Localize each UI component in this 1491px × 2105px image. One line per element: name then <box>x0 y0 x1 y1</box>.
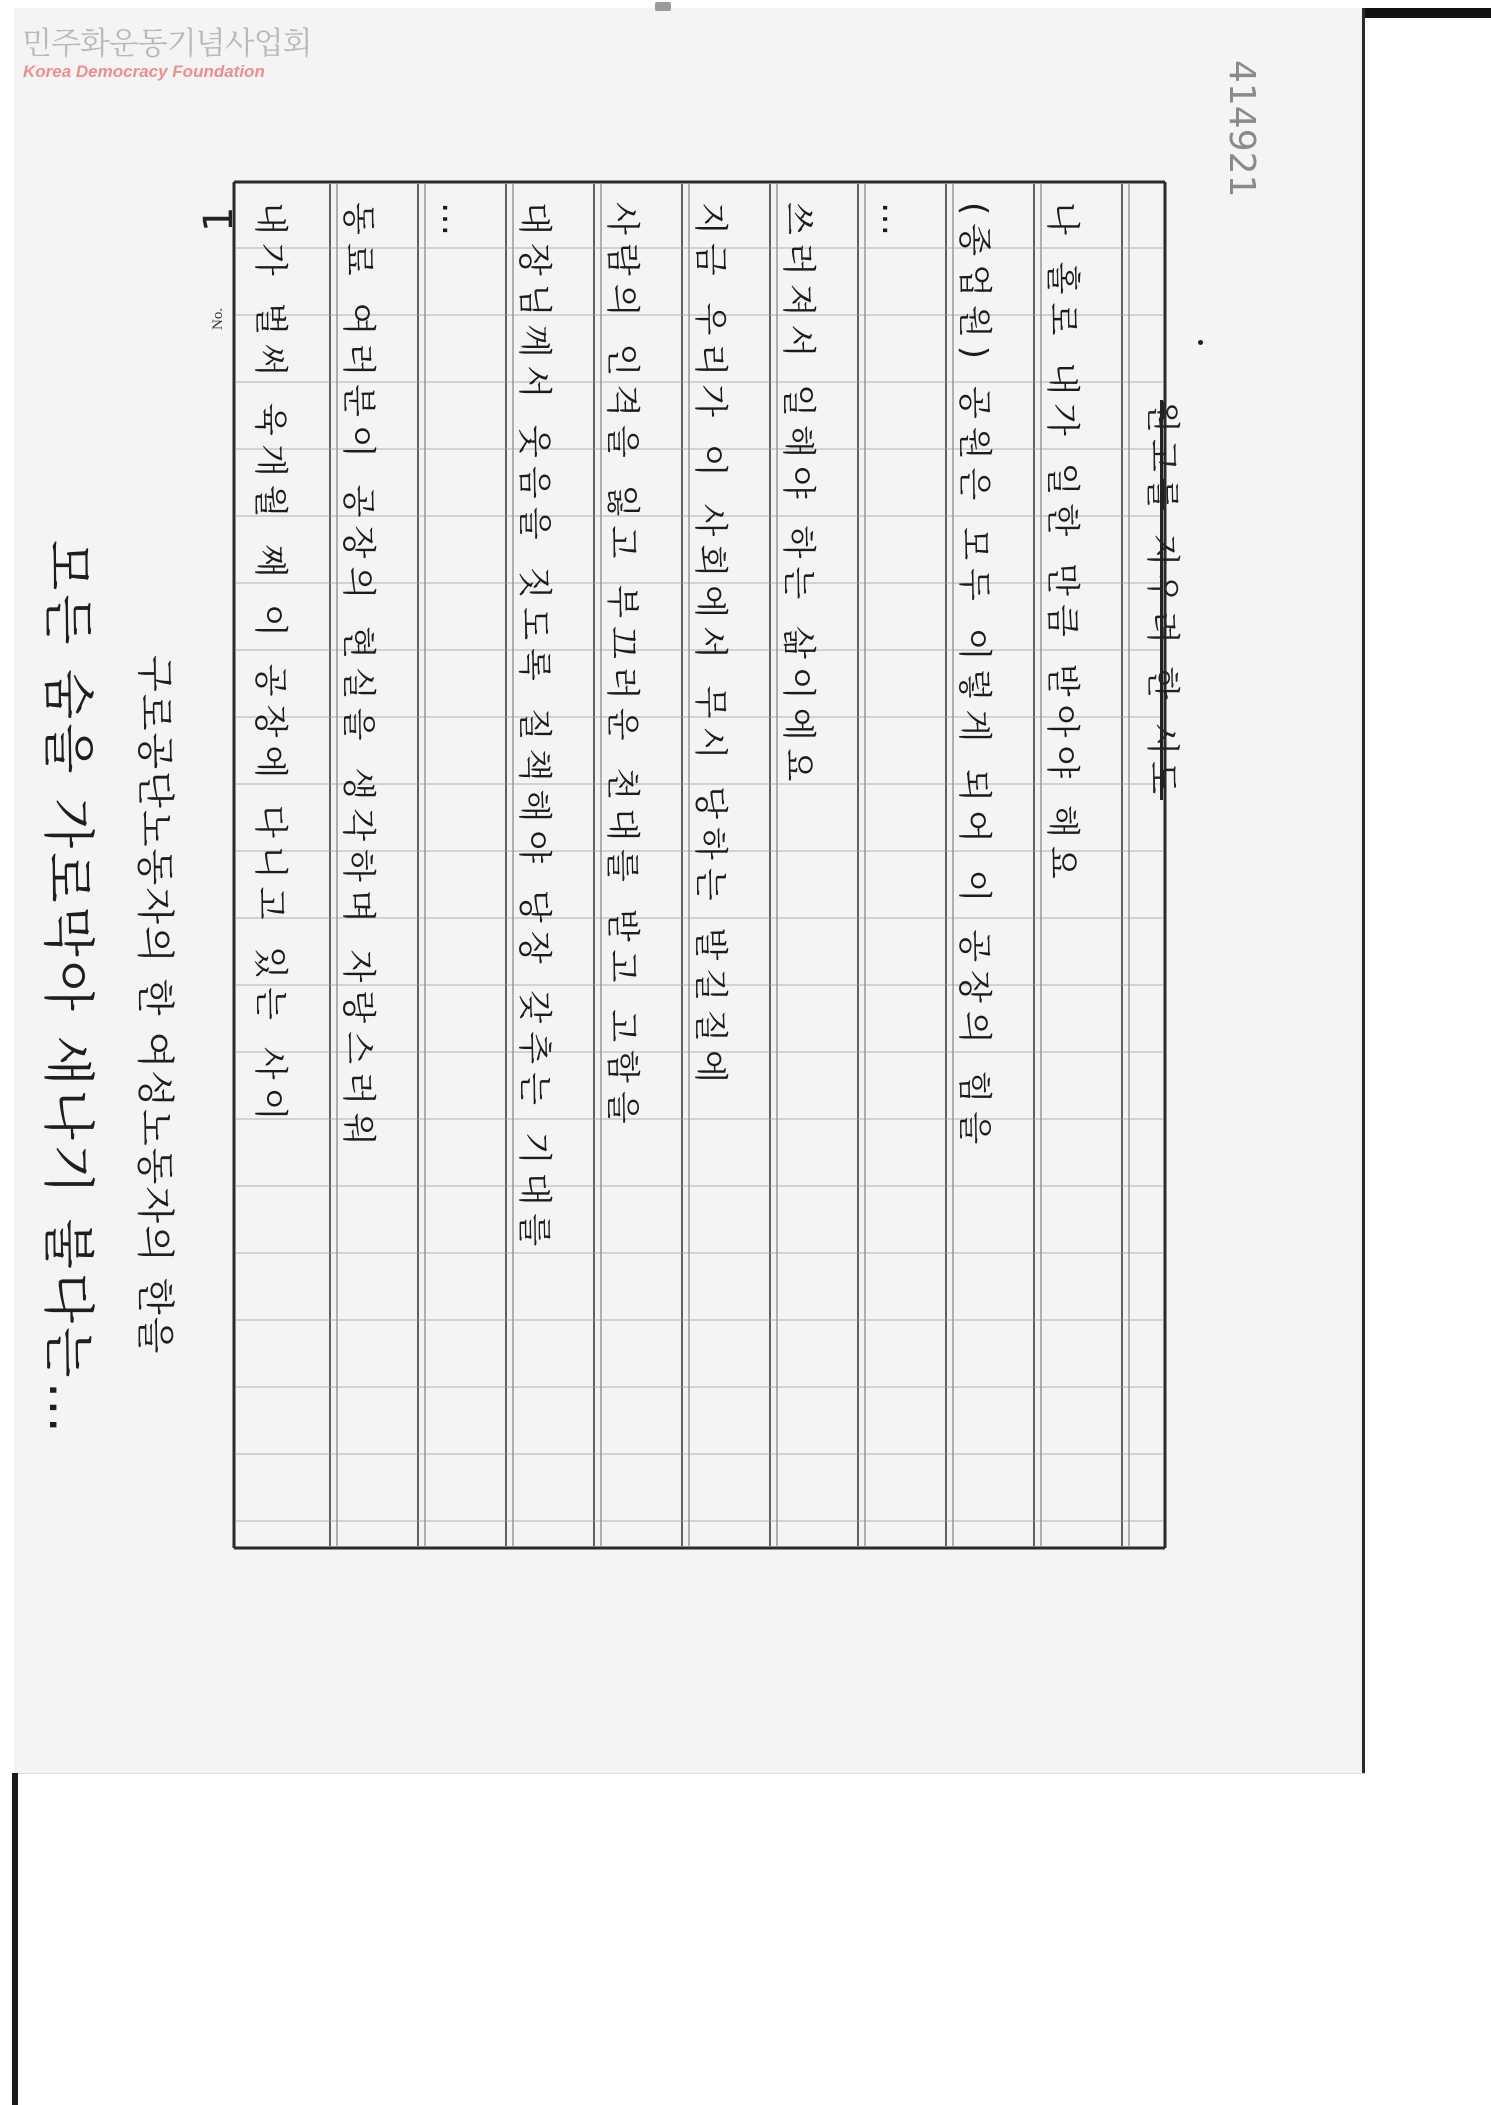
page-number-label: No. <box>210 307 226 330</box>
manuscript-column <box>250 202 310 1542</box>
manuscript-column <box>954 202 1014 1542</box>
manuscript-column-text: … <box>434 202 474 244</box>
scan-edge-bar <box>1362 8 1491 18</box>
crossed-out-text: 원고를 지우려 한 시도 <box>1142 400 1182 801</box>
manuscript-column-text: 지금 우리가 이 사회에서 무시 당하는 발길질에 <box>690 202 730 1091</box>
ink-dot <box>1198 340 1203 345</box>
manuscript-column <box>1042 202 1102 1542</box>
manuscript-column <box>514 202 574 1542</box>
manuscript-title: 모든 숨을 가로막아 새나기 불다는… <box>37 540 97 1438</box>
manuscript-column <box>690 202 750 1542</box>
manuscript-column-text: 대장님께서 웃음을 짓도록 질책해야 당장 갖추는 기대를 <box>514 202 554 1255</box>
manuscript-grid <box>232 180 1167 1550</box>
manuscript-column-text: … <box>874 202 914 244</box>
page-number: 1 <box>196 206 242 232</box>
manuscript-column <box>602 202 662 1542</box>
watermark-organization-english: Korea Democracy Foundation <box>23 62 265 81</box>
manuscript-column-text: (종업원) 공원은 모두 이렇게 되어 이 공장의 힘을 <box>954 202 994 1153</box>
manuscript-column <box>778 202 838 1542</box>
manuscript-column-text: 내가 벌써 육개월 째 이 공장에 다니고 있는 사이 <box>250 202 290 1129</box>
archive-number: 414921 <box>1221 60 1262 198</box>
manuscript-column <box>866 202 926 1542</box>
manuscript-column <box>338 202 398 1542</box>
scan-edge-left <box>12 1773 18 2105</box>
manuscript-column-text: 사람의 인격을 잃고 부끄러운 천대를 받고 고함을 <box>602 202 642 1132</box>
manuscript-column-text: 동료 여러분이 공장의 현실을 생각하며 자랑스러워 <box>338 202 378 1154</box>
manuscript-column-text: 나 홀로 내가 일한 만큼 받아야 해요 <box>1042 202 1082 887</box>
manuscript-column-text: 쓰러져서 일해야 하는 삶이에요 <box>778 202 818 790</box>
watermark-organization-korean: 민주화운동기념사업회 <box>22 26 312 62</box>
paper-clip-mark <box>655 2 671 11</box>
scan-edge-right <box>1362 8 1365 1773</box>
manuscript-subtitle: 구로공단노동자의 한 여성노동자의 한을 <box>133 655 177 1356</box>
manuscript-column <box>426 202 486 1542</box>
